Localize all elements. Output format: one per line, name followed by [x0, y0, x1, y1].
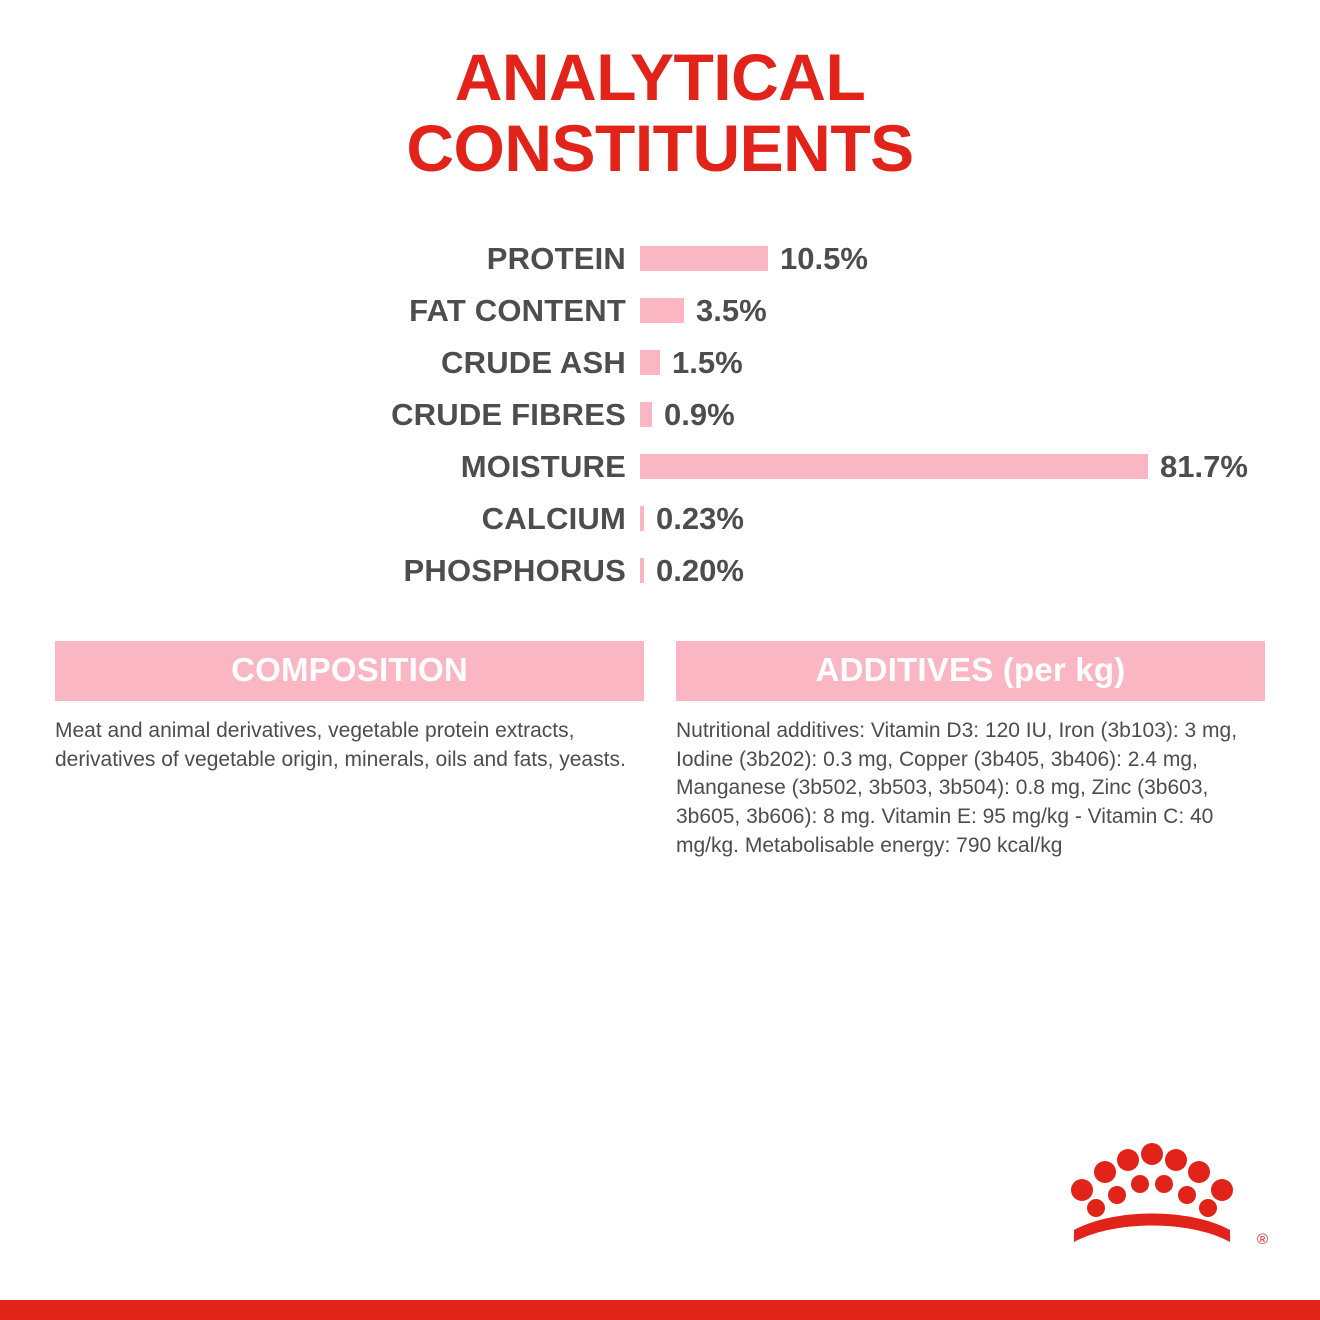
footer-accent-bar: [0, 1300, 1320, 1320]
chart-row-label: PROTEIN: [486, 240, 626, 276]
chart-row: [0, 233, 1320, 285]
chart-row: [0, 285, 1320, 337]
chart-row: [0, 545, 1320, 597]
additives-panel: [676, 641, 1265, 862]
info-panels: [0, 641, 1320, 862]
composition-panel: [55, 641, 644, 862]
chart-bar-wrap: [640, 293, 1320, 329]
chart-row-label: CRUDE FIBRES: [391, 396, 626, 432]
composition-panel-heading: COMPOSITION: [55, 641, 644, 701]
chart-bar: [640, 350, 660, 375]
chart-bar-wrap: [640, 553, 1320, 589]
additives-panel-body: Nutritional additives: Vitamin D3: 120 IU, Iron (3b103): 3 mg, Iodine (3b202): 0.3 mg, Copper (3b405, 3b406): 2.4 mg, Manganese (3b502, 3b503, 3b504): 0.8 mg, Zinc (3b603, 3b605, 3b606): 8 mg. Vitamin E: 95 mg/kg - Vitamin C: 40 mg/kg. Metabolisable energy: 790 kcal/kg: [676, 718, 1238, 858]
chart-bar: [640, 246, 768, 271]
analytical-constituents-chart: [0, 233, 1320, 597]
page-title-line-1: ANALYTICAL: [454, 40, 866, 114]
chart-bar-value: 1.5%: [672, 344, 743, 380]
chart-bar: [640, 402, 652, 427]
royal-canin-crown-logo: [1070, 1138, 1260, 1248]
chart-bar-wrap: [640, 345, 1320, 381]
chart-bar-value: 0.23%: [656, 500, 744, 536]
chart-row: [0, 493, 1320, 545]
chart-bar-value: 3.5%: [696, 292, 767, 328]
chart-bar-value: 0.20%: [656, 552, 744, 588]
chart-row-label: CALCIUM: [481, 500, 626, 536]
registered-trademark-mark: ®: [1256, 1231, 1268, 1248]
chart-bar: [640, 298, 684, 323]
chart-bar: [640, 454, 1148, 479]
composition-panel-body: Meat and animal derivatives, vegetable protein extracts, derivatives of vegetable origin, minerals, oils and fats, yeasts.: [55, 718, 626, 771]
chart-row: [0, 337, 1320, 389]
chart-row: [0, 389, 1320, 441]
chart-bar-wrap: [640, 241, 1320, 277]
chart-bar-wrap: [640, 397, 1320, 433]
chart-row-label: PHOSPHORUS: [403, 552, 626, 588]
chart-bar-wrap: [640, 501, 1320, 537]
chart-row-label: MOISTURE: [460, 448, 626, 484]
additives-panel-heading: ADDITIVES (per kg): [676, 641, 1265, 701]
chart-row-label: CRUDE ASH: [441, 344, 626, 380]
chart-row-label: FAT CONTENT: [409, 292, 626, 328]
chart-bar-wrap: [640, 449, 1320, 485]
chart-bar-value: 10.5%: [780, 240, 868, 276]
chart-bar-value: 81.7%: [1160, 448, 1248, 484]
chart-bar-value: 0.9%: [664, 396, 735, 432]
page-title-line-2: CONSTITUENTS: [406, 111, 914, 186]
page-title: [0, 0, 1320, 185]
chart-row: [0, 441, 1320, 493]
